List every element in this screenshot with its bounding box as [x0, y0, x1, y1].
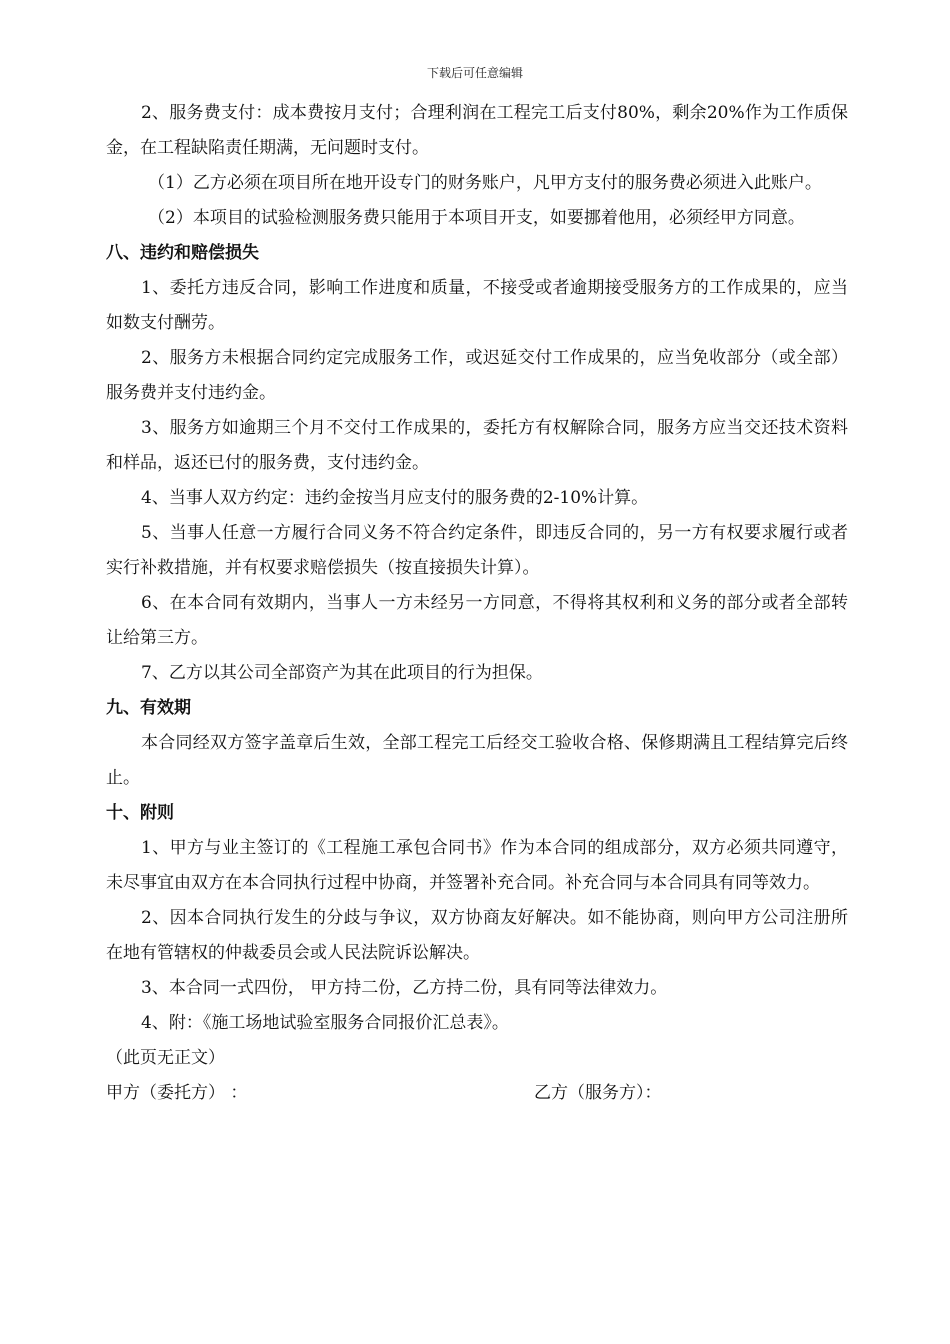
section-heading-supplementary: 十、附则 — [106, 803, 174, 823]
page-header: 下载后可任意编辑 — [426, 66, 523, 80]
clause-breach-3: 3、服务方如逾期三个月不交付工作成果的，委托方有权解除合同，服务方应当交还技术资料和样品，返还已付的服务费，支付违约金。 — [106, 418, 848, 473]
clause-breach-5: 5、当事人任意一方履行合同义务不符合约定条件，即违反合同的，另一方有权要求履行或者实行补救措施，并有权要求赔偿损失（按直接损失计算）。 — [106, 523, 848, 578]
clause-supplementary-4: 4、附：《施工场地试验室服务合同报价汇总表》。 — [141, 1013, 509, 1033]
clause-payment-usage: （2）本项目的试验检测服务费只能用于本项目开支，如要挪着他用，必须经甲方同意。 — [148, 208, 805, 228]
clause-supplementary-1: 1、甲方与业主签订的《工程施工承包合同书》作为本合同的组成部分，双方必须共同遵守，未尽事宜由双方在本合同执行过程中协商，并签署补充合同。补充合同与本合同具有同等效力。 — [106, 838, 848, 893]
section-heading-breach: 八、违约和赔偿损失 — [106, 243, 259, 263]
clause-validity: 本合同经双方签字盖章后生效，全部工程完工后经交工验收合格、保修期满且工程结算完后终止。 — [106, 733, 848, 788]
clause-payment-account: （1）乙方必须在项目所在地开设专门的财务账户，凡甲方支付的服务费必须进入此账户。 — [148, 173, 822, 193]
clause-breach-1: 1、委托方违反合同，影响工作进度和质量，不接受或者逾期接受服务方的工作成果的，应当如数支付酬劳。 — [106, 278, 848, 333]
no-text-note: （此页无正文） — [106, 1048, 225, 1068]
clause-payment: 2、服务费支付：成本费按月支付；合理利润在工程完工后支付80%，剩余20%作为工作质保金，在工程缺陷责任期满，无问题时支付。 — [106, 103, 848, 158]
party-a-label: 甲方（委托方） ： — [106, 1083, 248, 1103]
clause-breach-6: 6、在本合同有效期内，当事人一方未经另一方同意，不得将其权利和义务的部分或者全部转让给第三方。 — [106, 593, 848, 648]
clause-breach-7: 7、乙方以其公司全部资产为其在此项目的行为担保。 — [141, 663, 543, 683]
signature-row — [106, 1076, 848, 1111]
clause-breach-2: 2、服务方未根据合同约定完成服务工作，或迟延交付工作成果的，应当免收部分（或全部）服务费并支付违约金。 — [106, 348, 848, 403]
clause-supplementary-2: 2、因本合同执行发生的分歧与争议，双方协商友好解决。如不能协商，则向甲方公司注册所在地有管辖权的仲裁委员会或人民法院诉讼解决。 — [106, 908, 848, 963]
party-b-label: 乙方（服务方）： — [534, 1083, 662, 1103]
section-heading-validity: 九、有效期 — [106, 698, 191, 718]
clause-breach-4: 4、当事人双方约定：违约金按当月应支付的服务费的2-10%计算。 — [141, 488, 649, 508]
document-body — [106, 96, 848, 1111]
clause-supplementary-3: 3、本合同一式四份， 甲方持二份，乙方持二份，具有同等法律效力。 — [141, 978, 668, 998]
